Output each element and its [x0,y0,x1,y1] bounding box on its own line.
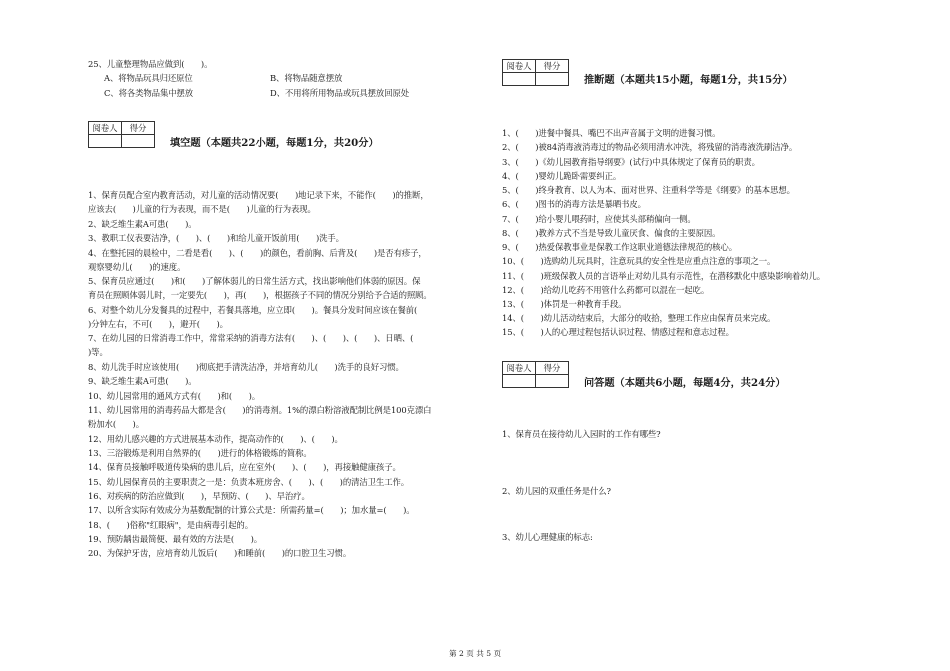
judge-line: 11、( )班级保教人员的言语举止对幼儿具有示范性，在潜移默化中感染影响着幼儿。 [502,271,825,281]
fill-line: 15、幼儿园保育员的主要职责之一是：负责本班房舍、( )、( )的清洁卫生工作。 [88,477,410,487]
judge-line: 3、( )《幼儿园教育指导纲要》(试行)中具体规定了保育员的职责。 [502,157,760,167]
fill-line: 3、教职工仪表要洁净，( )、( )和给儿童开饭前用( )洗手。 [88,233,344,243]
fill-line: 13、三浴锻炼是利用自然界的( )进行的体格锻炼的简称。 [88,448,312,458]
score-label: 得分 [536,60,569,73]
option-b: B、将物品随意摆放 [270,73,343,83]
fill-line: 4、在整托园的晨检中，二看是看( )、( )的颜色，看前胸、后背及( )是否有疹子， [88,248,427,258]
fill-line: 18、( )俗称"红眼病"，是由病毒引起的。 [88,520,253,530]
fill-line: 5、保育员应通过( )和( )了解体弱儿的日常生活方式，找出影响他们体弱的原因。保 [88,276,421,286]
fill-line: 粉加水( )。 [88,419,144,429]
judge-line: 2、( )被84消毒液消毒过的物品必须用清水冲洗，将残留的消毒液洗刷洁净。 [502,142,798,152]
judge-line: 6、( )图书的消毒方法是暴晒书皮。 [502,199,646,209]
judge-line: 15、( )人的心理过程包括认识过程、情感过程和意志过程。 [502,327,734,337]
fill-line: 10、幼儿园常用的通风方式有( )和( )。 [88,391,261,401]
fill-line: )分钟左右，不可( )，避开( )。 [88,319,228,329]
judge-line: 13、( )体罚是一种教育手段。 [502,299,627,309]
score-table-judge [502,59,569,86]
reviewer-label: 阅卷人 [503,362,536,375]
score-cell [536,375,569,388]
score-table-fill [88,121,155,148]
option-c: C、将各类物品集中摆放 [104,88,194,98]
fill-line: 16、对疾病的防治应做到( )，早预防、( )、早治疗。 [88,491,310,501]
option-d: D、不用将所用物品或玩具摆放回原处 [270,88,410,98]
question-25: 25、儿童整理物品应做到( )。 [88,59,213,69]
qa-question-1: 1、保育员在接待幼儿入园时的工作有哪些? [502,429,661,439]
judge-line: 14、( )幼儿活动结束后，大部分的收拾，整理工作应由保育员来完成。 [502,313,776,323]
fill-line: 14、保育员接触呼吸道传染病的患儿后，应在室外( )、( )，再接触健康孩子。 [88,462,401,472]
fill-line: 11、幼儿园常用的消毒药品大都是含( )的消毒剂。1%的漂白粉溶液配制比例是100克漂白 [88,405,432,415]
fill-line: 6、对整个幼儿分发餐具的过程中，若餐具落地，应立即( )。餐具分发时间应该在餐前( [88,305,434,315]
qa-section-heading: 问答题（本题共6小题，每题4分，共24分） [584,377,786,389]
score-label: 得分 [122,122,155,135]
score-cell [122,135,155,148]
page-number: 第 2 页 共 5 页 [448,649,502,658]
fill-line: 17、以所含实际有效成分为基数配制的计算公式是：所需药量=( )；加水量=( )。 [88,505,415,515]
reviewer-cell [503,73,536,86]
judge-line: 7、( )给小婴儿喂药时，应使其头部稍偏向一侧。 [502,214,696,224]
fill-line: 1、保育员配合室内教育活动，对儿童的活动情况要( )地记录下来，不能作( )的推断， [88,190,429,200]
score-table-qa [502,361,569,388]
fill-line: 19、预防龋齿最简便、最有效的方法是( )。 [88,534,263,544]
fill-line: 育员在照顾体弱儿时，一定要先( )，再( )，根据孩子不同的情况分别给予合适的照顾。 [88,290,432,300]
fill-line: 9、缺乏维生素A可患( )。 [88,376,197,386]
score-cell [536,73,569,86]
fill-section-heading: 填空题（本题共22小题，每题1分，共20分） [170,137,379,149]
judge-line: 9、( )热爱保教事业是保教工作这职业道德法律规范的核心。 [502,242,737,252]
reviewer-label: 阅卷人 [89,122,122,135]
fill-line: 7、在幼儿园的日常消毒工作中，常常采纳的消毒方法有( )、( )、( )、日晒、( [88,333,430,343]
fill-line: 应该去( )儿童的行为表现，而不是( )儿童的行为表现。 [88,204,316,214]
judge-line: 1、( )进餐中餐具、嘴巴不出声音属于文明的进餐习惯。 [502,128,721,138]
fill-line: 8、幼儿洗手时应该使用( )彻底把手清洗洁净，并培育幼儿( )洗手的良好习惯。 [88,362,404,372]
fill-line: 20、为保护牙齿，应培育幼儿饭后( )和睡前( )的口腔卫生习惯。 [88,548,352,558]
judge-line: 4、( )婴幼儿跪卧需要纠正。 [502,171,622,181]
judge-line: 5、( )终身教育、以人为本、面对世界、注重科学等是《纲要》的基本思想。 [502,185,795,195]
qa-question-3: 3、幼儿心理健康的标志: [502,532,593,542]
judge-line: 8、( )教养方式不当是导致儿童厌食、偏食的主要原因。 [502,228,721,238]
option-a: A、将物品玩具归还原位 [104,73,193,83]
fill-line: 2、缺乏维生素A可患( )。 [88,219,197,229]
judge-line: 12、( )给幼儿吃药不用管什么药都可以混在一起吃。 [502,285,710,295]
fill-line: 12、用幼儿感兴趣的方式进展基本动作，提高动作的( )、( )。 [88,434,343,444]
judge-section-heading: 推断题（本题共15小题，每题1分，共15分） [584,74,793,86]
score-label: 得分 [536,362,569,375]
reviewer-cell [89,135,122,148]
fill-line: )等。 [88,347,108,357]
reviewer-label: 阅卷人 [503,60,536,73]
judge-line: 10、( )选购幼儿玩具时，注意玩具的安全性是应重点注意的事项之一。 [502,256,776,266]
reviewer-cell [503,375,536,388]
qa-question-2: 2、幼儿园的双重任务是什么? [502,486,611,496]
fill-line: 观察婴幼儿( )的速度。 [88,262,186,272]
